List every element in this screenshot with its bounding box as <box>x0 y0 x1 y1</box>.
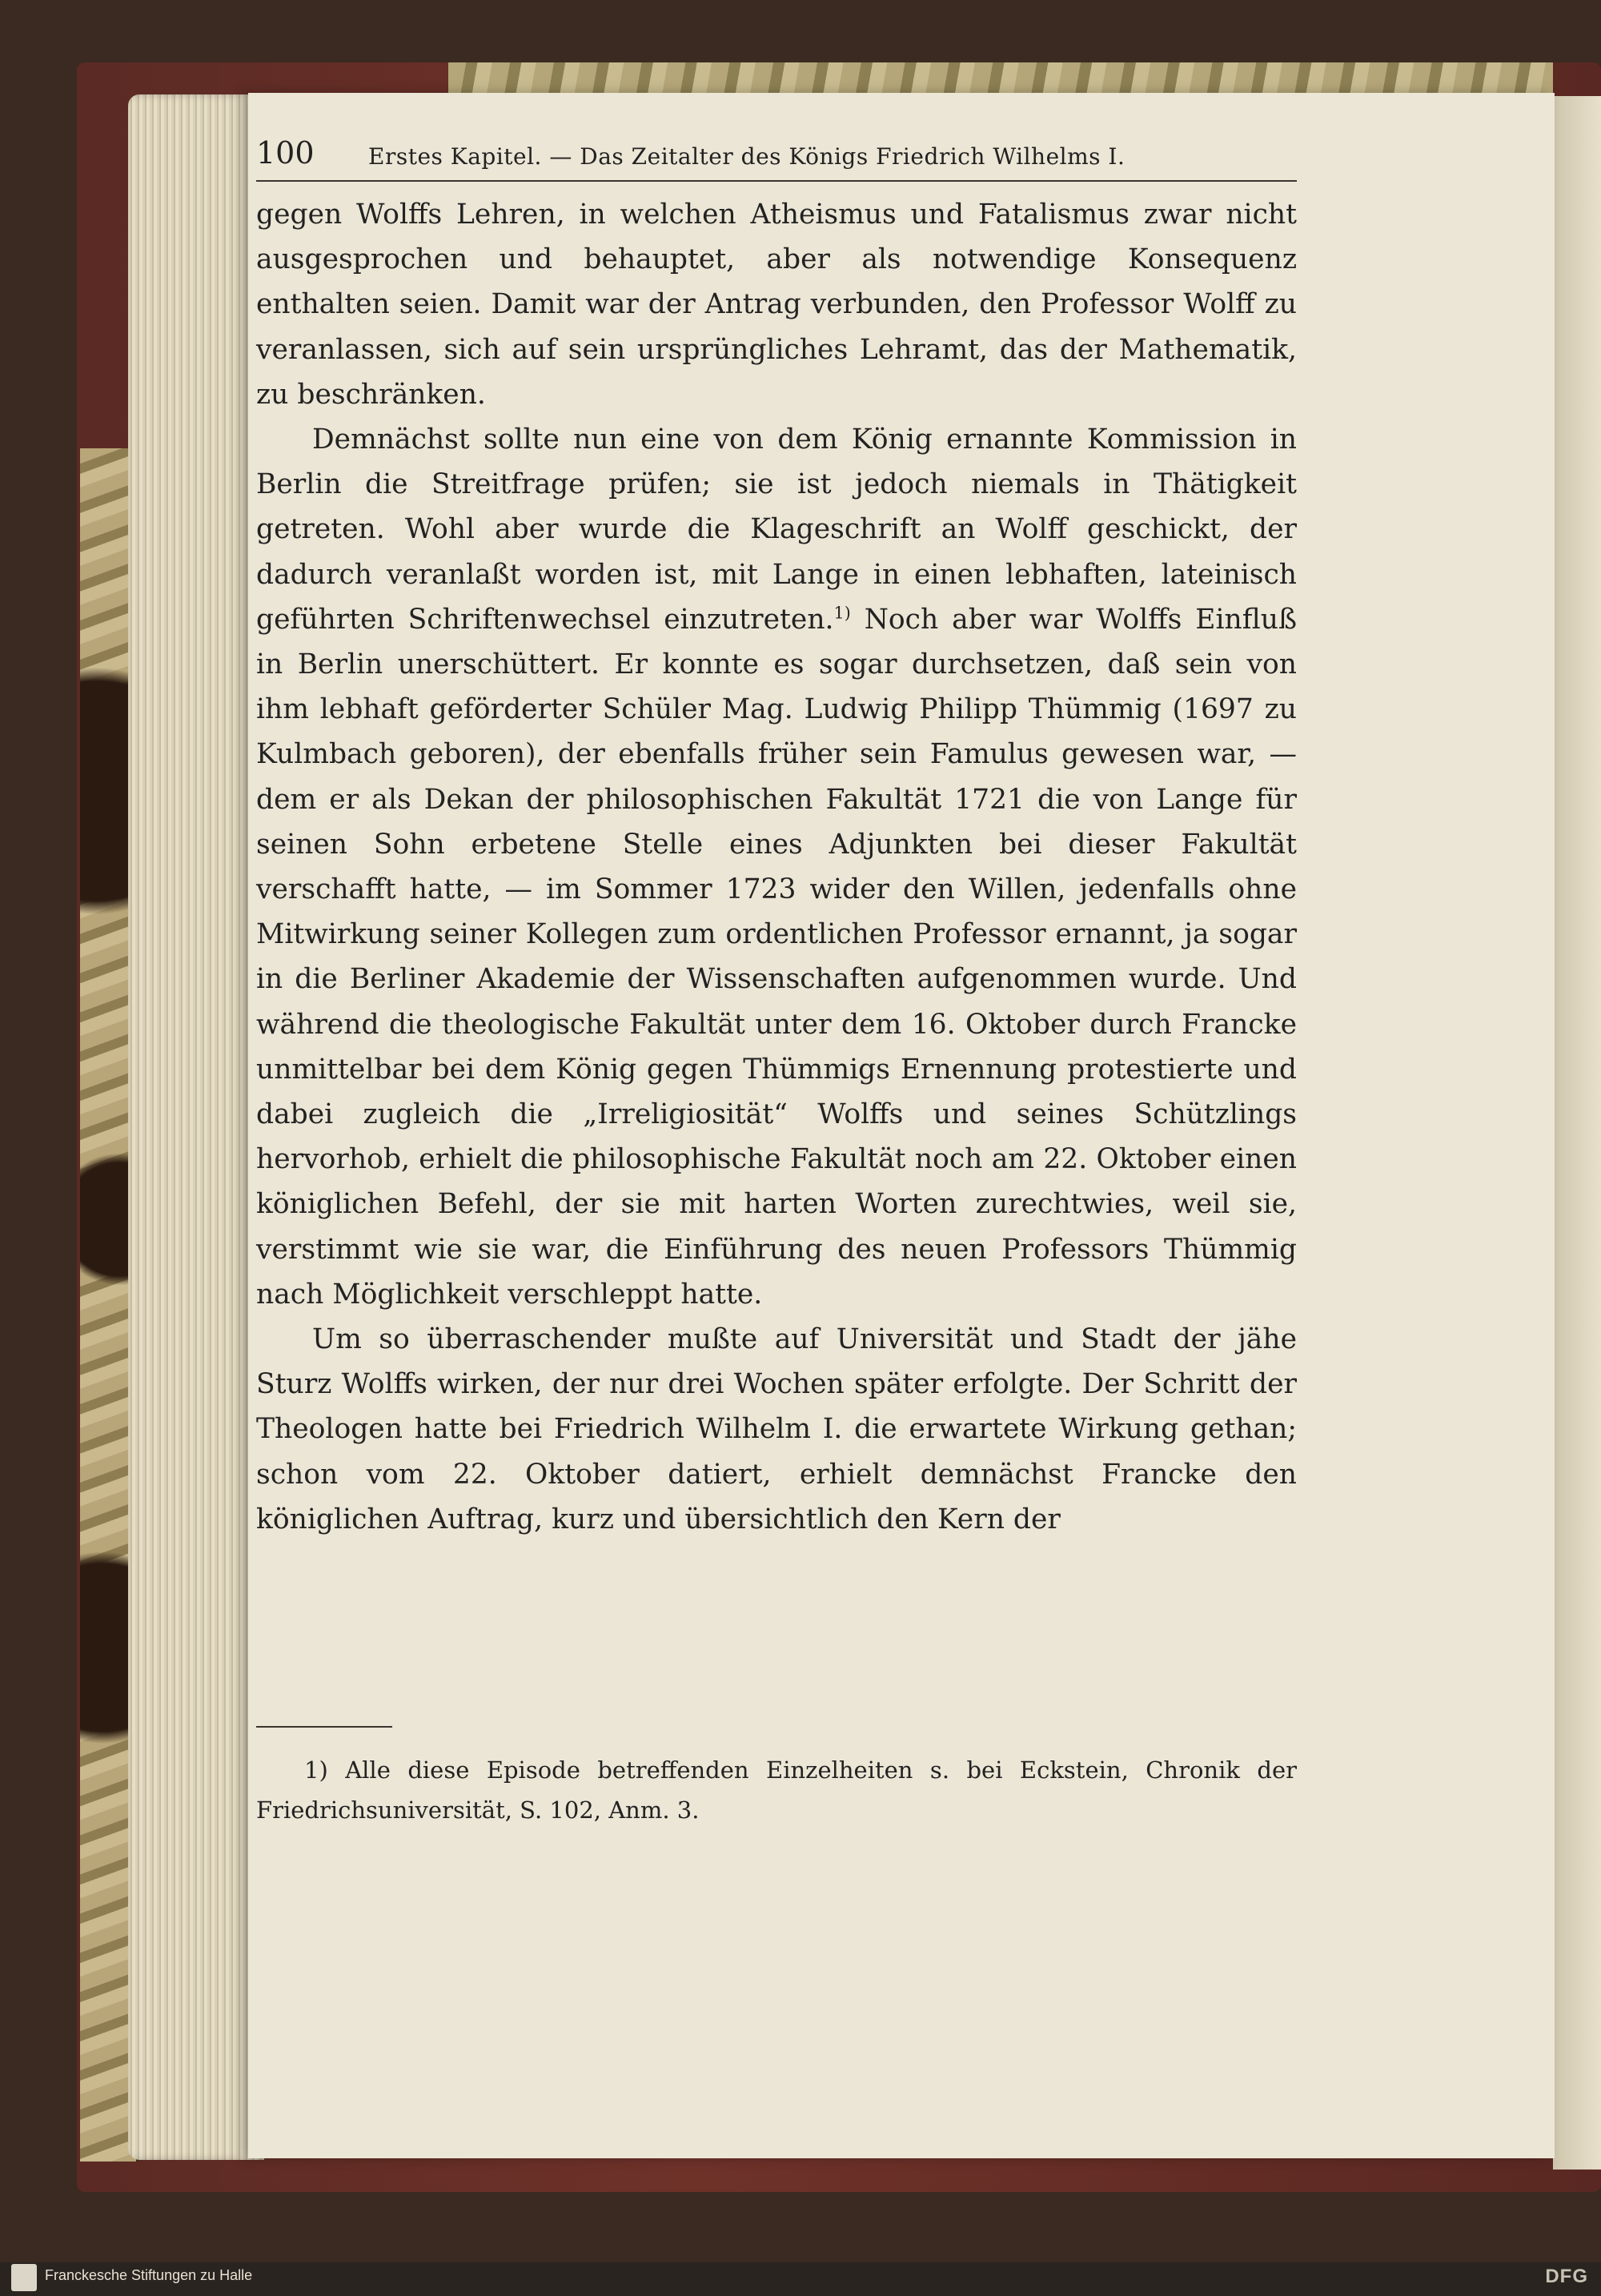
page-header <box>256 132 1297 182</box>
paragraph-text: Demnächst sollte nun eine von dem König ernannte Kommission in Berlin die Streitfrage prüfen; sie ist jedoch niemals in Thätigkeit getreten. Wohl aber wurde die Klageschrift an Wolff geschickt, der dadurch veranlaßt worden ist, mit Lange in einen lebhaften, lateinisch geführten Schriftenwechsel einzutreten. <box>256 423 1297 636</box>
footnote-divider <box>256 1726 392 1728</box>
footnote-text: 1) Alle diese Episode betreffenden Einzelheiten s. bei Eckstein, Chronik der Friedrichsuniversität, S. 102, Anm. 3. <box>256 1756 1297 1824</box>
institution-name: Franckesche Stiftungen zu Halle <box>45 2267 253 2283</box>
footnote <box>256 1750 1297 1830</box>
paragraph <box>256 417 1297 1317</box>
footnote-reference: 1) <box>833 603 851 623</box>
dfg-logo: DFG <box>1545 2266 1588 2287</box>
paragraph-text: Noch aber war Wolffs Einfluß in Berlin unerschüttert. Er konnte es sogar durchsetzen, daß sein von ihm lebhaft geförderter Schüler Mag. Ludwig Philipp Thümmig (1697 zu Kulmbach geboren), der ebenfalls früher sein Famulus gewesen war, — dem er als Dekan der philosophischen Fakultät 1721 die von Lange für seinen Sohn erbetene Stelle eines Adjunkten bei dieser Fakultät verschafft hatte, — im Sommer 1723 wider den Willen, jedenfalls ohne Mitwirkung seiner Kollegen zum ordentlichen Professor ernannt, ja sogar in die Berliner Akademie der Wissenschaften aufgenommen wurde. Und während die theologische Fakultät unter dem 16. Oktober durch Francke unmittelbar bei dem König gegen Thümmigs Ernennung protestierte und dabei zugleich die „Irreligiosität“ Wolffs und seines Schützlings hervorhob, erhielt die philosophische Fakultät noch am 22. Oktober einen königlichen Befehl, der sie mit harten Worten zurechtwies, weil sie, verstimmt wie sie war, die Einführung des neuen Professors Thümmig nach Möglichkeit verschleppt hatte. <box>256 603 1298 1311</box>
body-text <box>256 192 1297 1542</box>
institution-logo-icon <box>11 2264 37 2291</box>
page-number: 100 <box>256 135 315 171</box>
page-edges <box>128 94 264 2160</box>
paragraph: gegen Wolffs Lehren, in welchen Atheismus und Fatalismus zwar nicht ausgesprochen und behauptet, aber als notwendige Konsequenz enthalten seien. Damit war der Antrag verbunden, den Professor Wolff zu veranlassen, sich auf sein ursprüngliches Lehramt, das der Mathematik, zu beschränken. <box>256 199 1297 411</box>
paragraph: Um so überraschender mußte auf Universität und Stadt der jähe Sturz Wolffs wirken, der nur drei Wochen später erfolgte. Der Schritt der Theologen hatte bei Friedrich Wilhelm I. die erwartete Wirkung gethan; schon vom 22. Oktober datiert, erhielt demnächst Francke den königlichen Auftrag, kurz und übersichtlich den Kern der <box>256 1323 1297 1535</box>
right-page-edge <box>1553 96 1601 2170</box>
running-head: Erstes Kapitel. — Das Zeitalter des Königs Friedrich Wilhelms I. <box>368 143 1126 170</box>
